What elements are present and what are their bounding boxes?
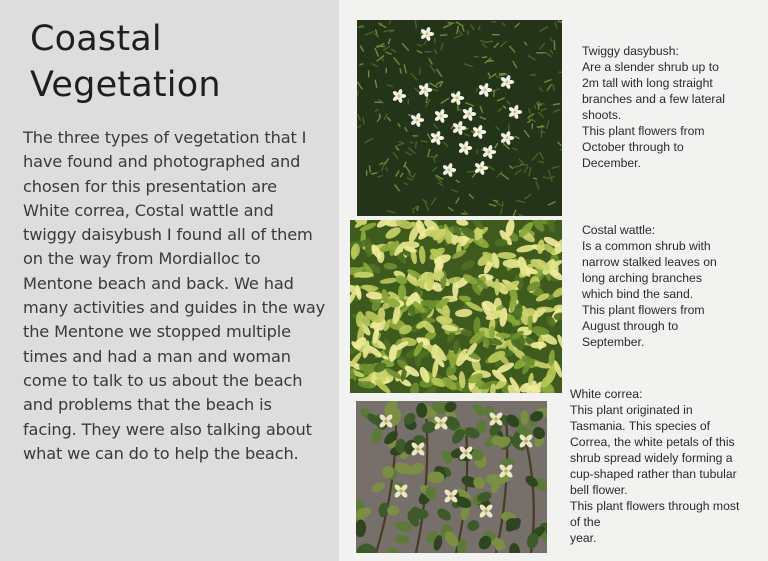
caption-line: September. bbox=[582, 335, 645, 349]
caption-line: year. bbox=[570, 531, 597, 545]
caption-line: Is a common shrub with bbox=[582, 239, 711, 253]
caption-line: White correa: bbox=[570, 387, 643, 401]
intro-paragraph: The three types of vegetation that I have found and photographed and chosen for this presentation are White correa, Costal wattle and twiggy daisybush I found all of them on the way from Mordialloc to Mentone beach and back. We had many activities and guides in the way the Mentone we stopped multiple times and had a man and woman come to talk to us about the beach and problems that the beach is facing. They were also talking about what we can do to help the beach. bbox=[23, 128, 326, 463]
caption-line: Costal wattle: bbox=[582, 223, 656, 237]
caption-line: which bind the sand. bbox=[582, 287, 694, 301]
caption-line: cup-shaped rather than tubular bbox=[570, 467, 737, 481]
title-line-2: Vegetation bbox=[30, 65, 221, 105]
daisybush-photo bbox=[357, 20, 562, 216]
caption-line: Twiggy dasybush: bbox=[582, 44, 679, 58]
caption-line: August through to bbox=[582, 319, 679, 333]
caption-line: shoots. bbox=[582, 108, 622, 122]
caption-line: 2m tall with long straight bbox=[582, 76, 713, 90]
caption-line: narrow stalked leaves on bbox=[582, 255, 717, 269]
caption-line: bell flower. bbox=[570, 483, 628, 497]
wattle-photo bbox=[350, 220, 562, 393]
caption-line: Are a slender shrub up to bbox=[582, 60, 719, 74]
caption-wattle bbox=[582, 222, 717, 350]
caption-line: This plant flowers from bbox=[582, 124, 705, 138]
caption-line: Tasmania. This species of bbox=[570, 419, 710, 433]
caption-line: branches and a few lateral bbox=[582, 92, 725, 106]
page-title bbox=[30, 16, 330, 108]
caption-line: This plant flowers through most bbox=[570, 499, 740, 513]
caption-correa bbox=[570, 386, 739, 546]
title-line-1: Coastal bbox=[30, 19, 162, 59]
correa-photo bbox=[356, 401, 547, 553]
caption-line: Correa, the white petals of this bbox=[570, 435, 735, 449]
caption-line: long arching branches bbox=[582, 271, 702, 285]
caption-daisybush bbox=[582, 43, 725, 171]
caption-line: This plant originated in bbox=[570, 403, 693, 417]
caption-line: December. bbox=[582, 156, 641, 170]
caption-line: This plant flowers from bbox=[582, 303, 705, 317]
caption-line: of the bbox=[570, 515, 601, 529]
caption-line: shrub spread widely forming a bbox=[570, 451, 733, 465]
caption-line: October through to bbox=[582, 140, 684, 154]
